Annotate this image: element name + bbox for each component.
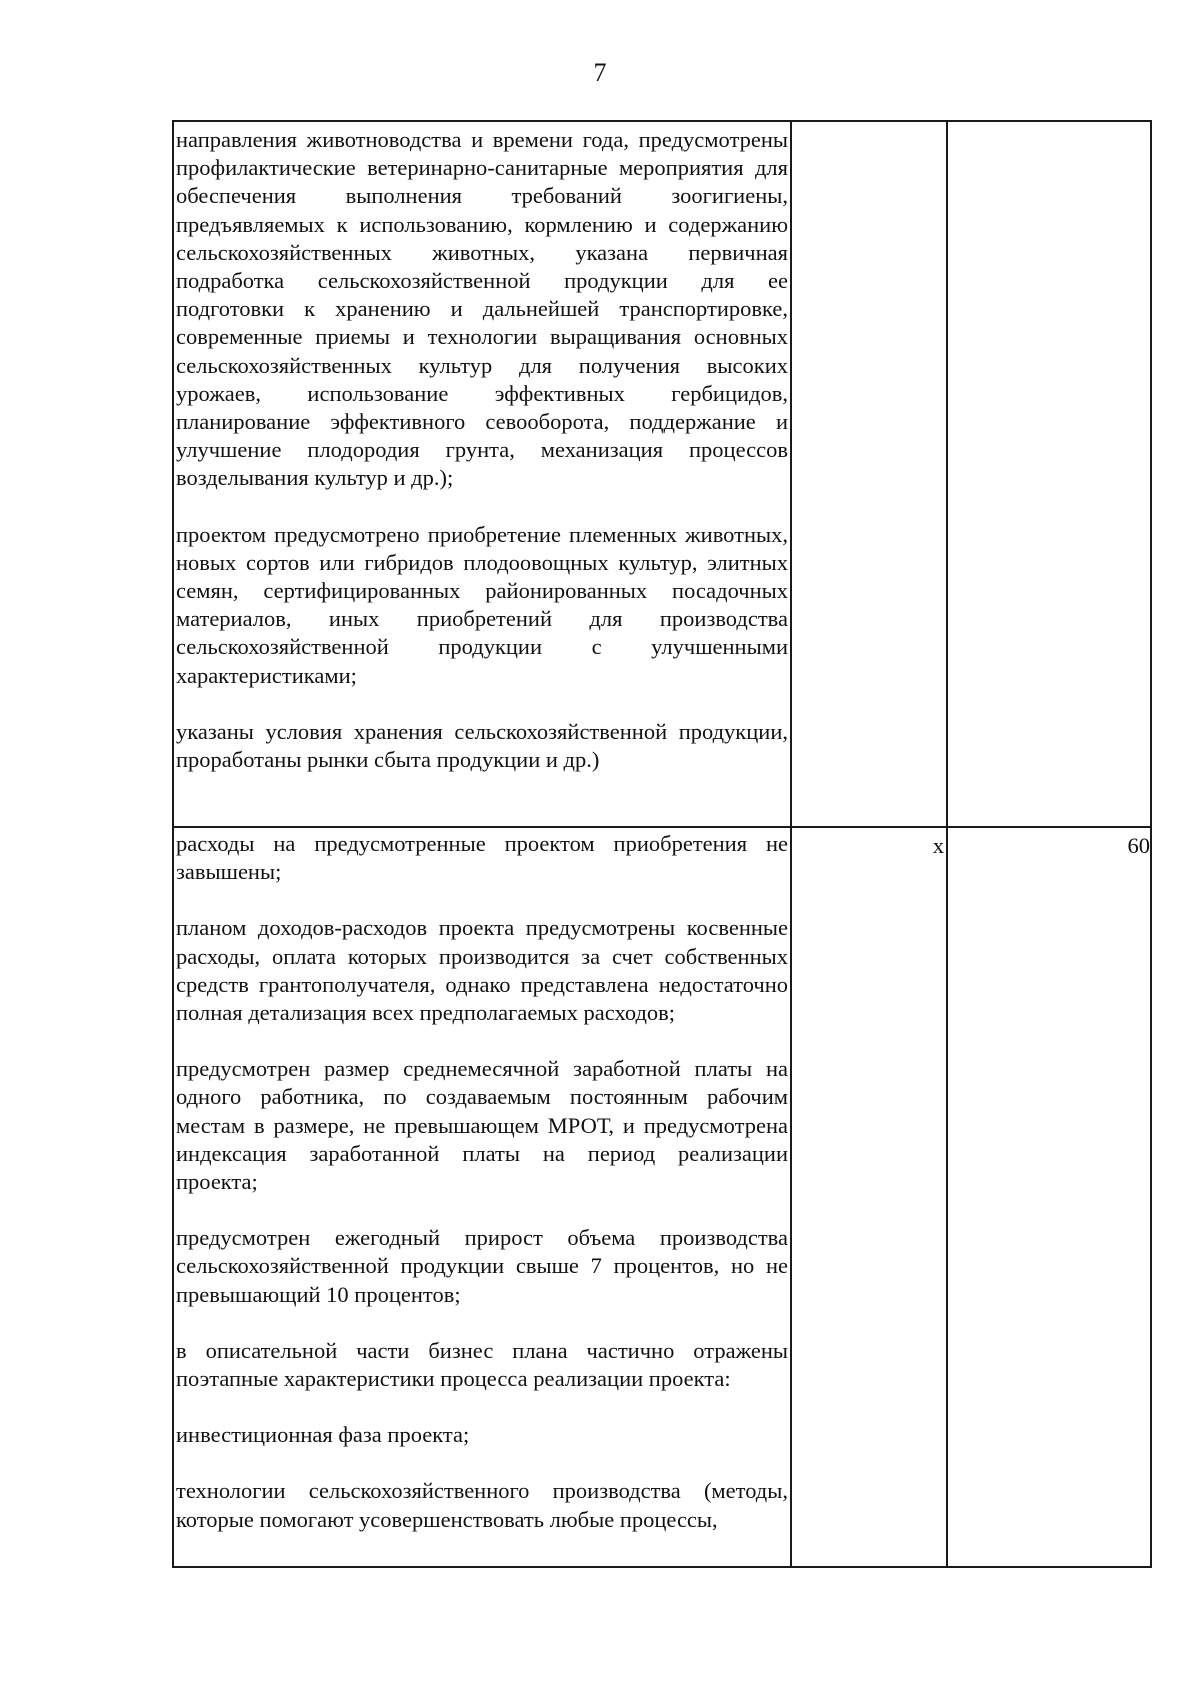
table-row-2-mark: х (932, 833, 944, 858)
paragraph: предусмотрен размер среднемесячной заработной платы на одного работника, по создаваемым постоянным рабочим местам в размере, не превышающем МРОТ, и предусмотрена индексация заработанной платы на период реализации проекта; (176, 1056, 788, 1195)
criteria-table (172, 120, 1152, 1568)
row-divider (174, 826, 1150, 828)
paragraph: технологии сельскохозяйственного производства (методы, которые помогают усовершенствовать любые процессы, (176, 1478, 788, 1532)
table-row-2-description (176, 830, 788, 1534)
table-row-2-score: 60 (1127, 833, 1150, 858)
table-row-1-description (176, 126, 788, 774)
paragraph: проектом предусмотрено приобретение племенных животных, новых сортов или гибридов плодоовощных культур, элитных семян, сертифицированных районированных посадочных материалов, иных приобретений для производства сельскохозяйственной продукции с улучшенными характеристиками; (176, 521, 788, 688)
paragraph: предусмотрен ежегодный прирост объема производства сельскохозяйственной продукции свыше 7 процентов, но не превышающий 10 процентов; (176, 1225, 788, 1307)
paragraph: в описательной части бизнес плана частично отражены поэтапные характеристики процесса реализации проекта: (176, 1337, 788, 1392)
paragraph: планом доходов-расходов проекта предусмотрены косвенные расходы, оплата которых производится за счет собственных средств грантополучателя, однако представлена недостаточно полная детализация всех предполагаемых расходов; (176, 915, 788, 1026)
page-number: 7 (593, 58, 607, 87)
paragraph: указаны условия хранения сельскохозяйственной продукции, проработаны рынки сбыта продукции и др.) (176, 718, 788, 773)
paragraph: инвестиционная фаза проекта; (176, 1422, 470, 1448)
paragraph: расходы на предусмотренные проектом приобретения не завышены; (176, 831, 788, 885)
paragraph: направления животноводства и времени года, предусмотрены профилактические ветеринарно-санитарные мероприятия для обеспечения выполнения требований зоогигиены, предъявляемых к использованию, кормлению и содержанию сельскохозяйственных животных, указана первичная подработка сельскохозяйственной продукции для ее подготовки к хранению и дальнейшей транспортировке, современные приемы и технологии выращивания основных сельскохозяйственных культур для получения высоких урожаев, использование эффективных гербицидов, планирование эффективного севооборота, поддержание и улучшение плодородия грунта, механизация процессов возделывания культур и др.); (176, 127, 788, 491)
